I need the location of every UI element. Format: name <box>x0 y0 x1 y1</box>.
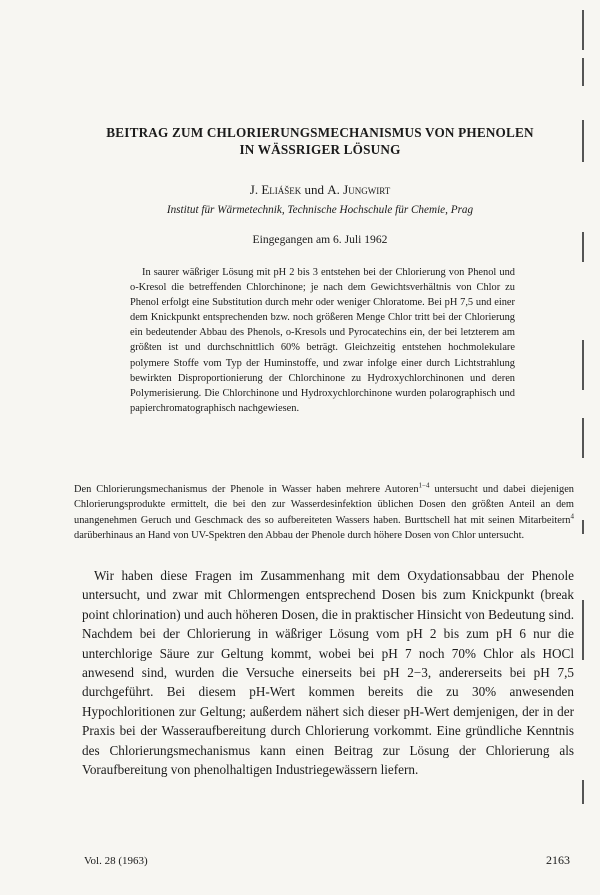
footer-volume: Vol. 28 (1963) <box>84 855 148 867</box>
scan-edge-mark <box>582 780 584 804</box>
reference-marker: 4 <box>570 512 574 521</box>
reference-marker: 1−4 <box>418 481 430 490</box>
main-paragraph: Wir haben diese Fragen im Zusammenhang mit dem Oxydationsabbau der Phenole untersucht, und zwar mit Chlormengen entsprechend Dosen bis zum Knickpunkt (break point chlorination) und auch höheren Dosen, die in praktischer Hinsicht von Bedeutung sind. Nachdem bei der Chlorierung in wäßriger Lösung vom pH 2 bis zum pH 6 nur die unterchlorige Säure zur Geltung kommt, wobei bei pH 7 noch 70% Chlor als HOCl anwesend sind, wurden die Versuche einerseits bei pH 2−3, andererseits bei pH 7,5 durchgeführt. Bei diesem pH-Wert kommen bereits die zu 30% anwesenden Hypochloritionen zur Geltung; außerdem nähert sich dieser pH-Wert demjenigen, der in der Praxis bei der Wasseraufbereitung durch Chlorierung vorkommt. Eine gründliche Kenntnis des Chlorierungsmechanismus kann einen Beitrag zur Lösung der Chlorierung als Voraufbereitung von phenolhaltigen Industriegewässern liefern. <box>82 568 574 778</box>
scan-edge-mark <box>582 418 584 458</box>
intro-text-1: Den Chlorierungsmechanismus der Phenole in Wasser haben mehrere Autoren <box>74 484 419 495</box>
affiliation: Institut für Wärmetechnik, Technische Hochschule für Chemie, Prag <box>166 204 474 216</box>
scan-edge-mark <box>582 120 584 162</box>
received-date: Eingegangen am 6. Juli 1962 <box>252 233 388 246</box>
scan-edge-mark <box>582 600 584 660</box>
title-line-2: IN WÄSSRIGER LÖSUNG <box>239 142 401 157</box>
abstract: In saurer wäßriger Lösung mit pH 2 bis 3 entstehen bei der Chlorierung von Phenol und o-Kresol die betreffenden Chlorchinone; je nach dem Gewichtsverhältnis von Chlor zu Phenol erfolgt eine Substitution durch mehr oder weniger Chloratome. Bei pH 7,5 und einer dem Knickpunkt entsprechenden bzw. noch größeren Menge Chlor tritt bei der Chlorierung ein bedeutender Abbau des Phenols, o-Kresols und Pyrocatechins ein, der bei letzterem am größten ist und durchschnittlich 60% beträgt. Gleichzeitig entstehen hochmolekulare polymere Stoffe vom Typ der Huminstoffe, und zwar infolge einer durch Lichtstrahlung bewirkten Disproportionierung der Chlorchinone zu Hydroxychlorchinonen und deren Polymerisierung. Die Chlorchinone und Hydroxychlorchinone wurden polarographisch und papierchromatographisch nachgewiesen. <box>130 267 515 414</box>
scan-edge-mark <box>582 340 584 390</box>
intro-paragraph <box>74 482 574 544</box>
scan-edge-mark <box>582 10 584 50</box>
author-1: J. Eliášek <box>249 182 302 197</box>
title-line-1: BEITRAG ZUM CHLORIERUNGSMECHANISMUS VON PHENOLEN <box>106 125 534 140</box>
page-number: 2163 <box>546 853 570 867</box>
scan-edge-mark <box>582 520 584 534</box>
author-2: A. Jungwirt <box>327 182 391 197</box>
scan-edge-mark <box>582 58 584 86</box>
intro-text-2: untersucht und dabei diejenigen Chlorierungsprodukte ermittelt, die bei den zur Wasserdesinfektion üblichen Dosen den größten Anteil an dem unangenehmen Geruch und Geschmack des so aufbereiteten Wassers haben. Burttschell hat mit seinen Mitarbeitern <box>74 484 575 526</box>
article-title <box>60 124 580 158</box>
intro-text-3: darüberhinaus an Hand von UV-Spektren den Abbau der Phenole durch höhere Dosen von Chlor untersucht. <box>74 530 525 542</box>
scan-edge-mark <box>582 232 584 262</box>
scan-edge-marks <box>582 0 586 895</box>
author-line <box>60 182 580 198</box>
author-join: und <box>301 182 328 197</box>
